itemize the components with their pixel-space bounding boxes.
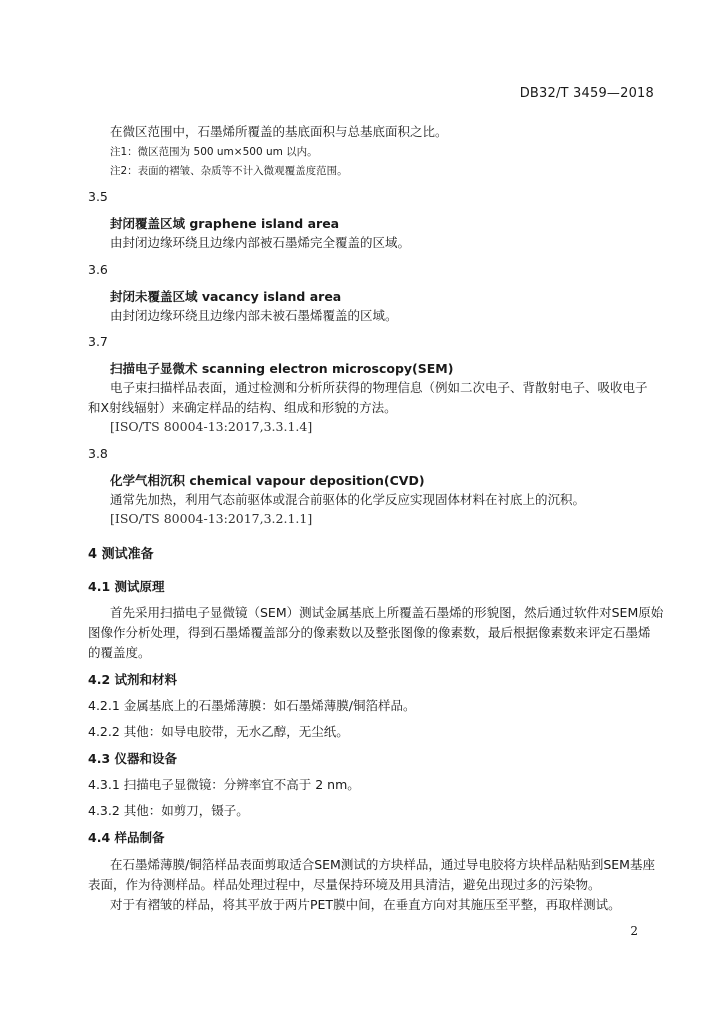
term-number-3-5: 3.5 <box>88 189 108 204</box>
clause-4-3-2: 4.3.2 其他：如剪刀，镊子。 <box>88 803 249 818</box>
definition-3-5: 由封闭边缘环绕且边缘内部被石墨烯完全覆盖的区域。 <box>110 235 411 250</box>
definition-3-6: 由封闭边缘环绕且边缘内部未被石墨烯覆盖的区域。 <box>110 308 398 323</box>
reference-3-8: [ISO/TS 80004-13:2017,3.2.1.1] <box>110 511 313 526</box>
term-3-5: 封闭覆盖区域 graphene island area <box>110 216 340 231</box>
standard-id-header: DB32/T 3459—2018 <box>519 86 654 101</box>
clause-4-3-1: 4.3.1 扫描电子显微镜：分辨率宜不高于 2 nm。 <box>88 777 360 792</box>
section-4-1-heading: 4.1 测试原理 <box>88 579 165 594</box>
term-number-3-6: 3.6 <box>88 262 108 277</box>
section-4-2-heading: 4.2 试剂和材料 <box>88 672 177 687</box>
definition-3-7-line2: 和X射线辐射）来确定样品的结构、组成和形貌的方法。 <box>88 400 397 415</box>
term-3-8: 化学气相沉积 chemical vapour deposition(CVD) <box>110 473 425 488</box>
note-2: 注2：表面的褶皱、杂质等不计入微观覆盖度范围。 <box>110 165 348 177</box>
section-4-4-line1: 在石墨烯薄膜/铜箔样品表面剪取适合SEM测试的方块样品，通过导电胶将方块样品粘贴到SEM基座 <box>110 857 655 872</box>
page-number: 2 <box>630 924 638 938</box>
section-4-4-line2: 表面，作为待测样品。样品处理过程中，尽量保持环境及用具清洁，避免出现过多的污染物。 <box>88 877 601 892</box>
term-number-3-8: 3.8 <box>88 446 108 461</box>
section-4-3-heading: 4.3 仪器和设备 <box>88 751 177 766</box>
definition-3-8: 通常先加热，利用气态前驱体或混合前驱体的化学反应实现固体材料在衬底上的沉积。 <box>110 492 586 507</box>
section-4-heading: 4 测试准备 <box>88 547 154 562</box>
reference-3-7: [ISO/TS 80004-13:2017,3.3.1.4] <box>110 419 313 434</box>
definition-text: 在微区范围中，石墨烯所覆盖的基底面积与总基底面积之比。 <box>110 124 448 139</box>
term-number-3-7: 3.7 <box>88 334 108 349</box>
term-3-7: 扫描电子显微术 scanning electron microscopy(SEM) <box>110 361 454 376</box>
note-1: 注1：微区范围为 500 um×500 um 以内。 <box>110 146 318 158</box>
section-4-1-line1: 首先采用扫描电子显微镜（SEM）测试金属基底上所覆盖石墨烯的形貌图，然后通过软件对SEM原始 <box>110 605 664 620</box>
clause-4-2-2: 4.2.2 其他：如导电胶带，无水乙醇，无尘纸。 <box>88 724 349 739</box>
definition-3-7-line1: 电子束扫描样品表面，通过检测和分析所获得的物理信息（例如二次电子、背散射电子、吸收电子 <box>110 380 648 395</box>
section-4-4-line3: 对于有褶皱的样品，将其平放于两片PET膜中间，在垂直方向对其施压至平整，再取样测试。 <box>110 897 621 912</box>
term-3-6: 封闭未覆盖区域 vacancy island area <box>110 289 342 304</box>
section-4-4-heading: 4.4 样品制备 <box>88 830 165 845</box>
clause-4-2-1: 4.2.1 金属基底上的石墨烯薄膜：如石墨烯薄膜/铜箔样品。 <box>88 698 416 713</box>
section-4-1-line2: 图像作分析处理，得到石墨烯覆盖部分的像素数以及整张图像的像素数，最后根据像素数来评定石墨烯 <box>88 625 651 640</box>
section-4-1-line3: 的覆盖度。 <box>88 645 151 660</box>
